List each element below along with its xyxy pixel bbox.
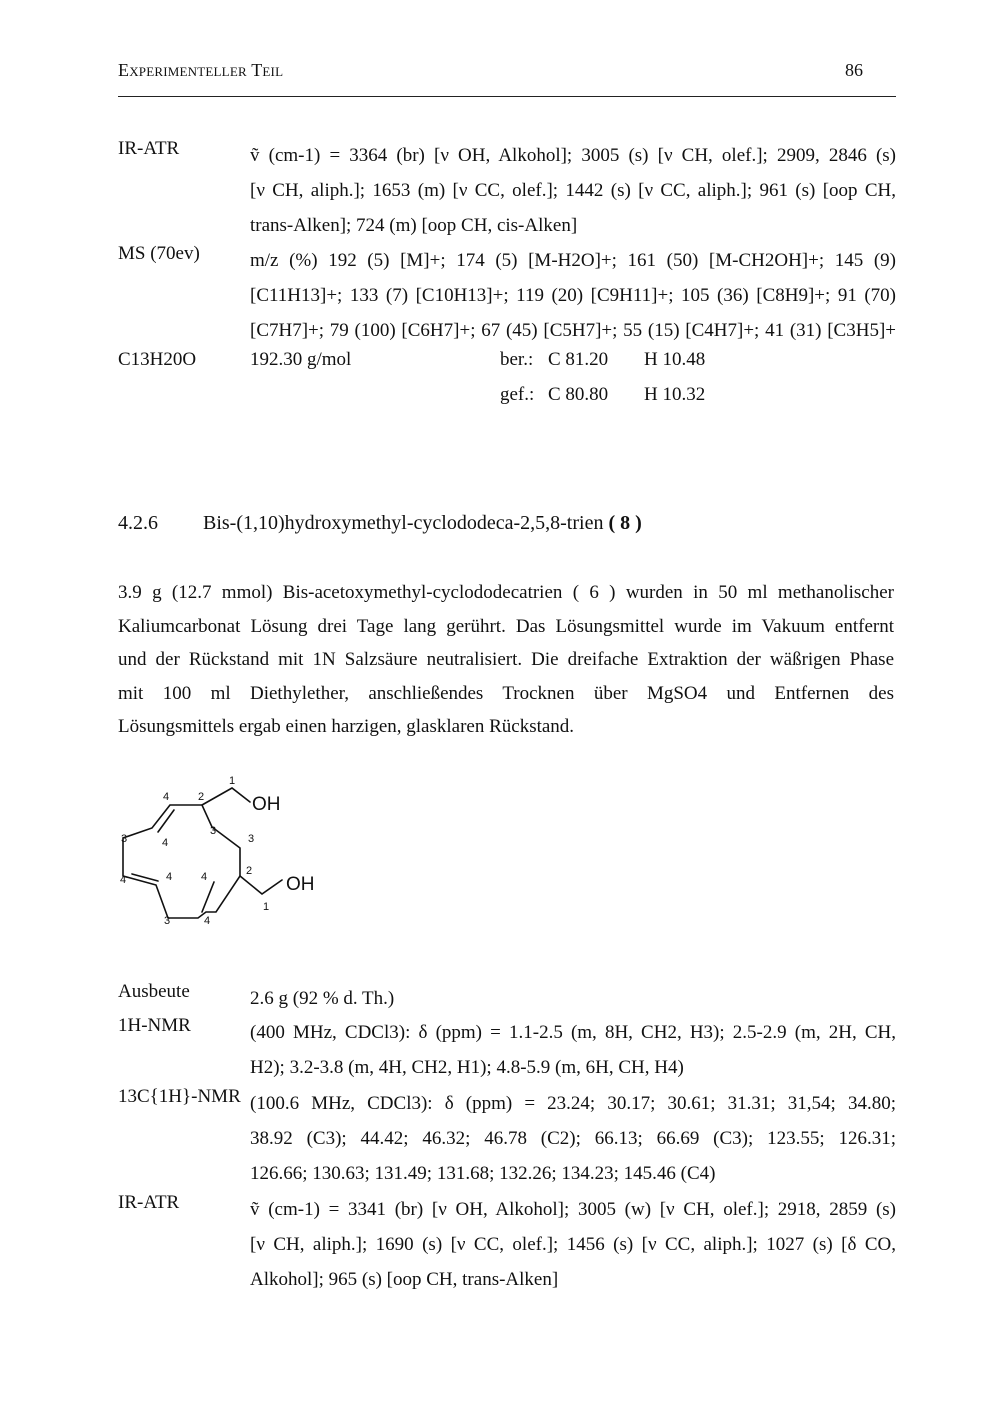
- calc-label: ber.:: [500, 349, 534, 370]
- cnmr-line-3: 126.66; 130.63; 131.49; 131.68; 132.26; 134.23; 145.46 (C4): [250, 1163, 716, 1184]
- found-c: C 80.80: [548, 384, 609, 405]
- hnmr-line-1: (400 MHz, CDCl3): δ (ppm) = 1.1-2.5 (m, 8H, CH2, H3); 2.5-2.9 (m, 2H, CH,: [250, 1022, 896, 1043]
- locant-3-right: 3: [248, 833, 255, 845]
- section-title: Bis-(1,10)hydroxymethyl-cyclododeca-2,5,8-trien: [203, 512, 604, 534]
- running-header-title: EXPERIMENTELLER TEIL: [118, 60, 284, 80]
- ir-atr-label-8: IR-ATR: [118, 1192, 180, 1213]
- locant-2-bottom: 2: [246, 865, 253, 877]
- locant-4-top: 4: [163, 791, 170, 803]
- double-bond-top-left: [158, 810, 174, 832]
- found-label: gef.:: [500, 384, 535, 405]
- section-heading: 4.2.6 Bis-(1,10)hydroxymethyl-cyclododeca-2,5,8-trien ( 8 ): [118, 512, 642, 534]
- ms-line-3: [C7H7]+; 79 (100) [C6H7]+; 67 (45) [C5H7]+; 55 (15) [C4H7]+; 41 (31) [C3H5]+: [250, 320, 896, 341]
- section-number: 4.2.6: [118, 512, 158, 534]
- locant-1-top: 1: [229, 775, 236, 787]
- ir8-line-2: [ν CH, aliph.]; 1690 (s) [ν CC, olef.]; 1456 (s) [ν CC, aliph.]; 1027 (s) [δ CO,: [250, 1234, 896, 1255]
- hnmr-content: [250, 1015, 896, 1085]
- ms-line-2: [C11H13]+; 133 (7) [C10H13]+; 119 (20) [C9H11]+; 105 (36) [C8H9]+; 91 (70): [250, 285, 896, 306]
- ir8-line-1: ṽ (cm-1) = 3341 (br) [ν OH, Alkohol]; 3005 (w) [ν CH, olef.]; 2918, 2859 (s): [250, 1199, 896, 1220]
- section-compound-number: 8: [620, 512, 631, 534]
- locant-4-right: 4: [201, 871, 208, 883]
- calc-h: H 10.48: [644, 349, 706, 370]
- calc-c: C 81.20: [548, 349, 609, 370]
- locant-4-mid: 4: [166, 871, 173, 883]
- hydroxyl-top: OH: [252, 794, 281, 815]
- molar-mass: 192.30 g/mol: [250, 349, 352, 370]
- locant-4-inner: 4: [162, 837, 169, 849]
- ir-atr-content-8: [250, 1192, 896, 1297]
- page-number: 86: [845, 60, 863, 80]
- locant-3-inner: 3: [210, 825, 217, 837]
- ch2oh-bottom-bond: [240, 876, 282, 894]
- locant-4-bottom: 4: [204, 915, 211, 927]
- formula-label: C13H20O: [118, 349, 197, 370]
- cnmr-line-1: (100.6 MHz, CDCl3): δ (ppm) = 23.24; 30.17; 30.61; 31.31; 31,54; 34.80;: [250, 1093, 896, 1114]
- procedure-line-2: Kaliumcarbonat Lösung drei Tage lang gerührt. Das Lösungsmittel wurde im Vakuum entfernt: [118, 615, 894, 637]
- procedure-line-1: 3.9 g (12.7 mmol) Bis-acetoxymethyl-cyclododecatrien ( 6 ) wurden in 50 ml methanolischer: [118, 582, 894, 603]
- ir-line-3: trans-Alken]; 724 (m) [oop CH, cis-Alken]: [250, 215, 578, 236]
- chemical-structure: [110, 770, 350, 940]
- found-h: H 10.32: [644, 384, 706, 405]
- cnmr-line-2: 38.92 (C3); 44.42; 46.32; 46.78 (C2); 66.13; 66.69 (C3); 123.55; 126.31;: [250, 1128, 896, 1149]
- procedure-line-3: und der Rückstand mit 1N Salzsäure neutralisiert. Die dreifache Extraktion der wäßrigen Phase: [118, 649, 894, 670]
- procedure-line-4: mit 100 ml Diethylether, anschließendes Trocknen über MgSO4 und Entfernen des: [118, 682, 894, 704]
- cnmr-content: [250, 1086, 896, 1191]
- cnmr-label: 13C{1H}-NMR: [118, 1086, 241, 1107]
- ir8-line-3: Alkohol]; 965 (s) [oop CH, trans-Alken]: [250, 1269, 559, 1290]
- ring-bonds: [123, 805, 240, 918]
- hnmr-line-2: H2); 3.2-3.8 (m, 4H, CH2, H1); 4.8-5.9 (m, 6H, CH, H4): [250, 1057, 684, 1078]
- hnmr-label: 1H-NMR: [118, 1015, 191, 1036]
- double-bond-bottom: [202, 882, 214, 912]
- ms-label: MS (70ev): [118, 243, 200, 264]
- yield-value: [250, 981, 896, 1016]
- locant-3-bottom: 3: [164, 915, 171, 927]
- locant-1-bottom: 1: [263, 901, 270, 913]
- hydroxyl-bottom: OH: [286, 874, 315, 895]
- ir-atr-label: IR-ATR: [118, 138, 180, 159]
- ms-line-1: m/z (%) 192 (5) [M]+; 174 (5) [M-H2O]+; 161 (50) [M-CH2OH]+; 145 (9): [250, 250, 896, 271]
- yield-label: Ausbeute: [118, 981, 190, 1002]
- locant-2-top: 2: [198, 791, 205, 803]
- procedure-line-5: Lösungsmittels ergab einen harzigen, glasklaren Rückstand.: [118, 716, 575, 737]
- ir-line-1: ṽ (cm-1) = 3364 (br) [ν OH, Alkohol]; 3005 (s) [ν CH, olef.]; 2909, 2846 (s): [250, 145, 896, 166]
- yield-value-text: 2.6 g (92 % d. Th.): [250, 988, 395, 1009]
- procedure-paragraph: [118, 576, 894, 744]
- locant-4-left: 4: [120, 874, 127, 886]
- ir-line-2: [ν CH, aliph.]; 1653 (m) [ν CC, olef.]; 1442 (s) [ν CC, aliph.]; 961 (s) [oop CH,: [250, 180, 896, 201]
- locant-3-left: 3: [121, 833, 128, 845]
- header-divider: [118, 96, 896, 97]
- ms-content: [250, 243, 896, 348]
- ir-atr-content: [250, 138, 896, 243]
- ch2oh-top-bond: [202, 788, 250, 805]
